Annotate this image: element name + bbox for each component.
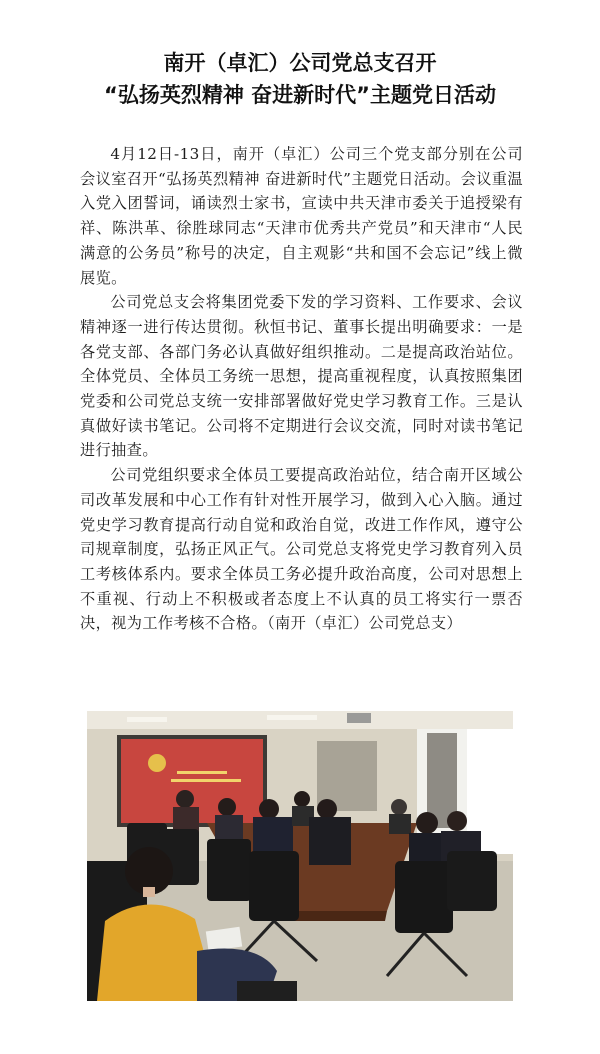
meeting-photo	[87, 711, 513, 1001]
paragraph-1: 4月12日-13日，南开（卓汇）公司三个党支部分别在公司会议室召开“弘扬英烈精神 奋进新时代”主题党日活动。会议重温入党入团誓词，诵读烈士家书，宣读中共天津市委关于追授梁有祥、陈洪革、徐胜球同志“天津市优秀共产党员”和天津市“人民满意的公务员”称号的决定，自主观影“共和国不会忘记”线上微展览。	[80, 145, 523, 287]
article-title-line-1: 南开（卓汇）公司党总支召开	[163, 51, 437, 75]
paragraph-3: 公司党组织要求全体员工要提高政治站位，结合南开区域公司改革发展和中心工作有针对性开展学习，做到入心入脑。通过党史学习教育提高行动自觉和政治自觉，改进工作作风，遵守公司规章制度，弘扬正风正气。公司党总支将党史学习教育列入员工考核体系内。要求全体员工务必提升政治高度，公司对思想上不重视、行动上不积极或者态度上不认真的员工将实行一票否决，视为工作考核不合格。（南开（卓汇）公司党总支）	[80, 466, 523, 633]
meeting-photo-illustration	[87, 711, 513, 1001]
article-body	[80, 142, 523, 636]
article-title-line-2: “弘扬英烈精神 奋进新时代”主题党日活动	[104, 83, 496, 107]
paragraph-2: 公司党总支会将集团党委下发的学习资料、工作要求、会议精神逐一进行传达贯彻。秋恒书记、董事长提出明确要求：一是各党支部、各部门务必认真做好组织推动。二是提高政治站位。全体党员、全体员工务统一思想，提高重视程度，认真按照集团党委和公司党总支统一安排部署做好党史学习教育工作。三是认真做好读书笔记。公司将不定期进行会议交流，同时对读书笔记进行抽查。	[80, 293, 523, 460]
